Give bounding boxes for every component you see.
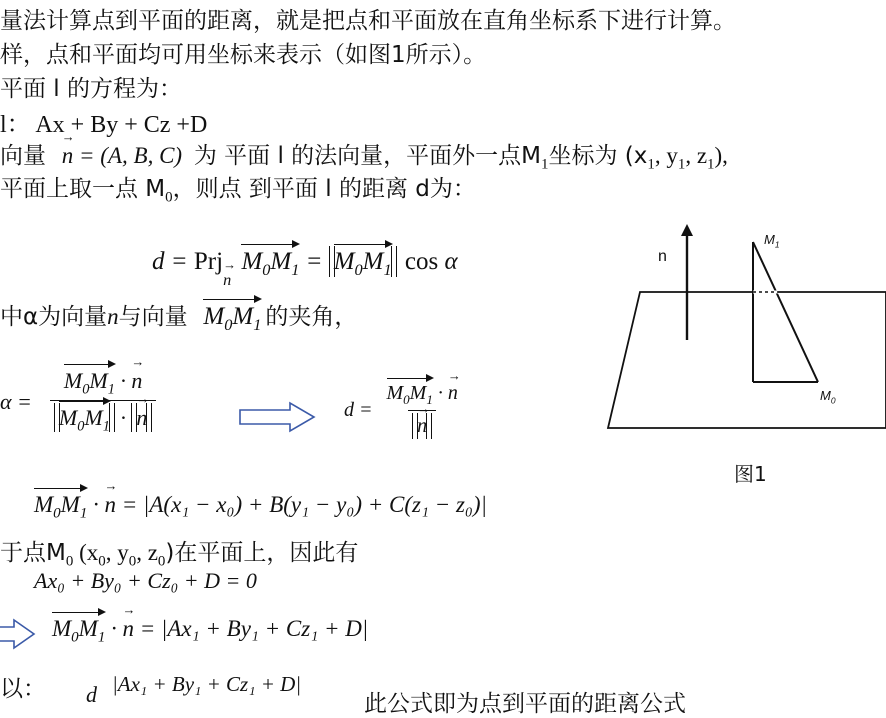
implies-arrow-icon (238, 400, 318, 434)
text-distance-desc: ，则点 到平面 l 的距离 d为： (172, 176, 476, 202)
plane-shape (608, 292, 886, 428)
text-z: , z (136, 540, 158, 565)
text-and-vector: 与向量 (118, 304, 188, 330)
text-z: , z (685, 143, 708, 168)
triangle-hypotenuse (753, 242, 818, 382)
n-vector: → n (62, 143, 74, 169)
alpha-eq: α = (0, 388, 32, 414)
text-formula-note: 此公式即为点到平面的距离公式 (364, 691, 686, 717)
sub-0: 0 (157, 553, 166, 570)
sub-1: 1 (707, 156, 715, 173)
text-line-1: 量法计算点到平面的距离，就是把点和平面放在直角坐标系下进行计算。 (0, 8, 736, 34)
distance-fraction (344, 382, 462, 438)
normal-vector-expr: → n = (A, B, C) (62, 143, 182, 168)
figure-1 (600, 222, 886, 486)
plane-equation: l： Ax + By + Cz +D (0, 112, 208, 138)
cos-alpha-fraction (0, 368, 156, 436)
text-therefore: 以： (0, 676, 46, 702)
text-line-3: 平面 l 的方程为： (0, 76, 183, 102)
text-since-m0: 于点M (0, 540, 66, 566)
dot-product-expansion: $M_0M_1$ · → n = |A(x₁ − x₀) + B(y₁ − y₀) + C(z₁ − z₀)| (34, 492, 487, 523)
sub-1: 1 (647, 156, 655, 173)
text-vector-label: 向量 (0, 143, 46, 169)
sub-1: 1 (541, 156, 549, 173)
denominator: $M_0M_1$ · → n (50, 400, 156, 435)
point-m0-on-plane-line (0, 534, 358, 571)
final-dot-product: $M_0M_1$ · → n = |Ax₁ + By₁ + Cz₁ + D| (52, 616, 368, 647)
point-on-plane-line (0, 170, 476, 207)
final-numerator: |Ax₁ + By₁ + Cz₁ + D| (112, 672, 302, 696)
fraction (50, 368, 156, 436)
text-normal-desc: 为 平面 l 的法向量，平面外一点M (193, 143, 541, 169)
numerator: $M_0M_1$ · → n (383, 382, 462, 410)
figure-caption: 图1 (734, 462, 767, 486)
sub-0: 0 (65, 553, 74, 570)
prj-subscript: → $_n$ (223, 271, 231, 290)
plane-equation-m0: Ax₀ + By₀ + Cz₀ + D = 0 (34, 568, 257, 593)
label-m1: $M_1$ (764, 232, 780, 250)
text-n: n (107, 304, 119, 329)
cos-alpha: cos (404, 248, 439, 275)
d-symbol: d (152, 248, 165, 275)
sub-0: 0 (128, 553, 137, 570)
denominator: → n (408, 410, 436, 438)
sub-0: 0 (98, 553, 106, 570)
text-x: (x (73, 540, 99, 565)
final-d: d (86, 682, 97, 707)
arrow-head-icon (681, 224, 693, 236)
prj-operator: Prj (193, 248, 224, 275)
m0m1-vector: $M_0M_1$ (203, 303, 262, 334)
implies-arrow-icon (0, 618, 36, 650)
text-point-on-plane: 平面上取一点 M (0, 176, 166, 202)
m0m1-norm: $M_0M_1$ (329, 248, 397, 275)
numerator: $M_0M_1$ · → n (60, 368, 146, 400)
distance-formula: d = Prj→ $_n$ $M_0M_1 = M_0M_1$ cos α (152, 248, 458, 280)
label-n: n (658, 248, 667, 265)
fraction (383, 382, 462, 438)
text-angle: 的夹角， (265, 304, 358, 330)
angle-description-line (0, 298, 357, 335)
m0m1-vector: $M_0M_1$ (241, 248, 300, 279)
text-coord-label: 坐标为 (x (548, 143, 648, 169)
normal-vector-line (0, 137, 728, 174)
label-m0: $M_0$ (820, 388, 836, 406)
text-alpha-desc: 中α为向量 (0, 304, 108, 330)
text-on-plane: )在平面上，因此有 (165, 540, 359, 566)
text-line-2: 样，点和平面均可用坐标来表示（如图1所示）。 (0, 42, 487, 68)
text-close: ), (714, 143, 728, 168)
plane-diagram (600, 222, 886, 482)
sub-1: 1 (677, 156, 686, 173)
text-y: , y (105, 540, 129, 565)
d-eq: d = (344, 398, 373, 421)
text-y: , y (654, 143, 678, 168)
sub-0: 0 (165, 189, 173, 206)
final-rhs: = |Ax₁ + By₁ + Cz₁ + D| (139, 616, 369, 641)
expansion-rhs: = |A(x₁ − x₀) + B(y₁ − y₀) + C(z₁ − z₀)| (121, 492, 487, 517)
